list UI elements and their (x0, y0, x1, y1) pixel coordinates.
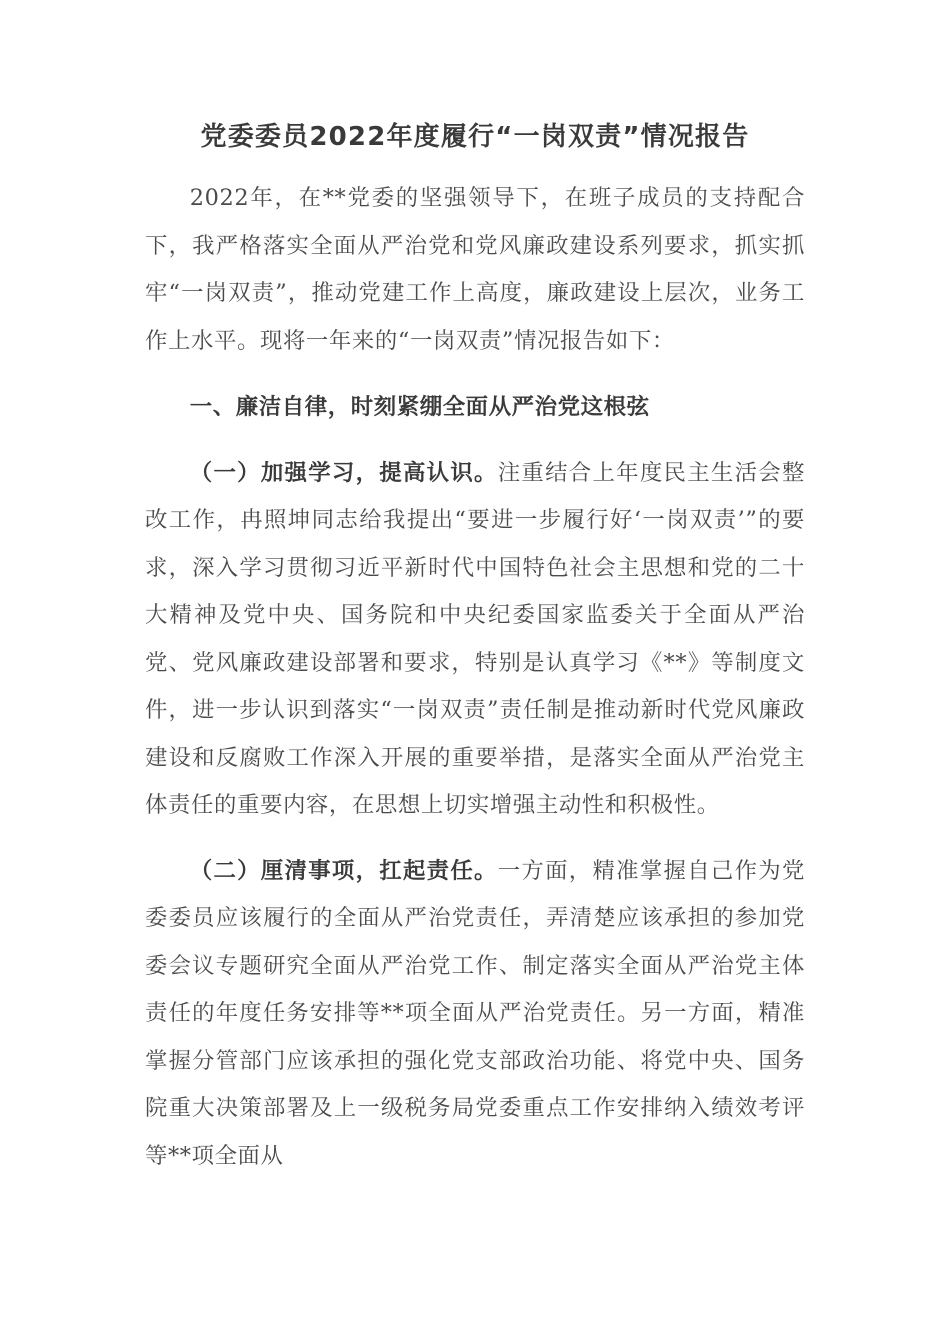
subsection-two-body: 一方面，精准掌握自己作为党委委员应该履行的全面从严治党责任，弄清楚应该承担的参加党委会议专题研究全面从严治党工作、制定落实全面从严治党主体责任的年度任务安排等**项全面从严治党责任。另一方面，精准掌握分管部门应该承担的强化党支部政治功能、将党中央、国务院重大决策部署及上一级税务局党委重点工作安排纳入绩效考评等**项全面从 (145, 857, 805, 1169)
subsection-one-body: 注重结合上年度民主生活会整改工作，冉照坤同志给我提出“要进一步履行好‘一岗双责’”的要求，深入学习贯彻习近平新时代中国特色社会主思想和党的二十大精神及党中央、国务院和中央纪委国家监委关于全面从严治党、党风廉政建设部署和要求，特别是认真学习《**》等制度文件，进一步认识到落实“一岗双责”责任制是推动新时代党风廉政建设和反腐败工作深入开展的重要举措，是落实全面从严治党主体责任的重要内容，在思想上切实增强主动性和积极性。 (145, 459, 805, 818)
intro-paragraph: 2022年，在**党委的坚强领导下，在班子成员的支持配合下，我严格落实全面从严治党和党风廉政建设系列要求，抓实抓牢“一岗双责”，推动党建工作上高度，廉政建设上层次，业务工作上水平。现将一年来的“一岗双责”情况报告如下： (145, 185, 805, 354)
document-body (145, 118, 805, 1184)
subsection-one-paragraph (145, 450, 805, 830)
subsection-two-lead: （二）厘清事项，扛起责任。 (189, 857, 498, 884)
subsection-one-lead: （一）加强学习，提高认识。 (189, 459, 498, 486)
subsection-two-paragraph (145, 848, 805, 1181)
document-title: 党委委员2022年度履行“一岗双责”情况报告 (200, 122, 750, 152)
section-heading-one: 一、廉洁自律，时刻紧绷全面从严治党这根弦 (189, 394, 650, 420)
